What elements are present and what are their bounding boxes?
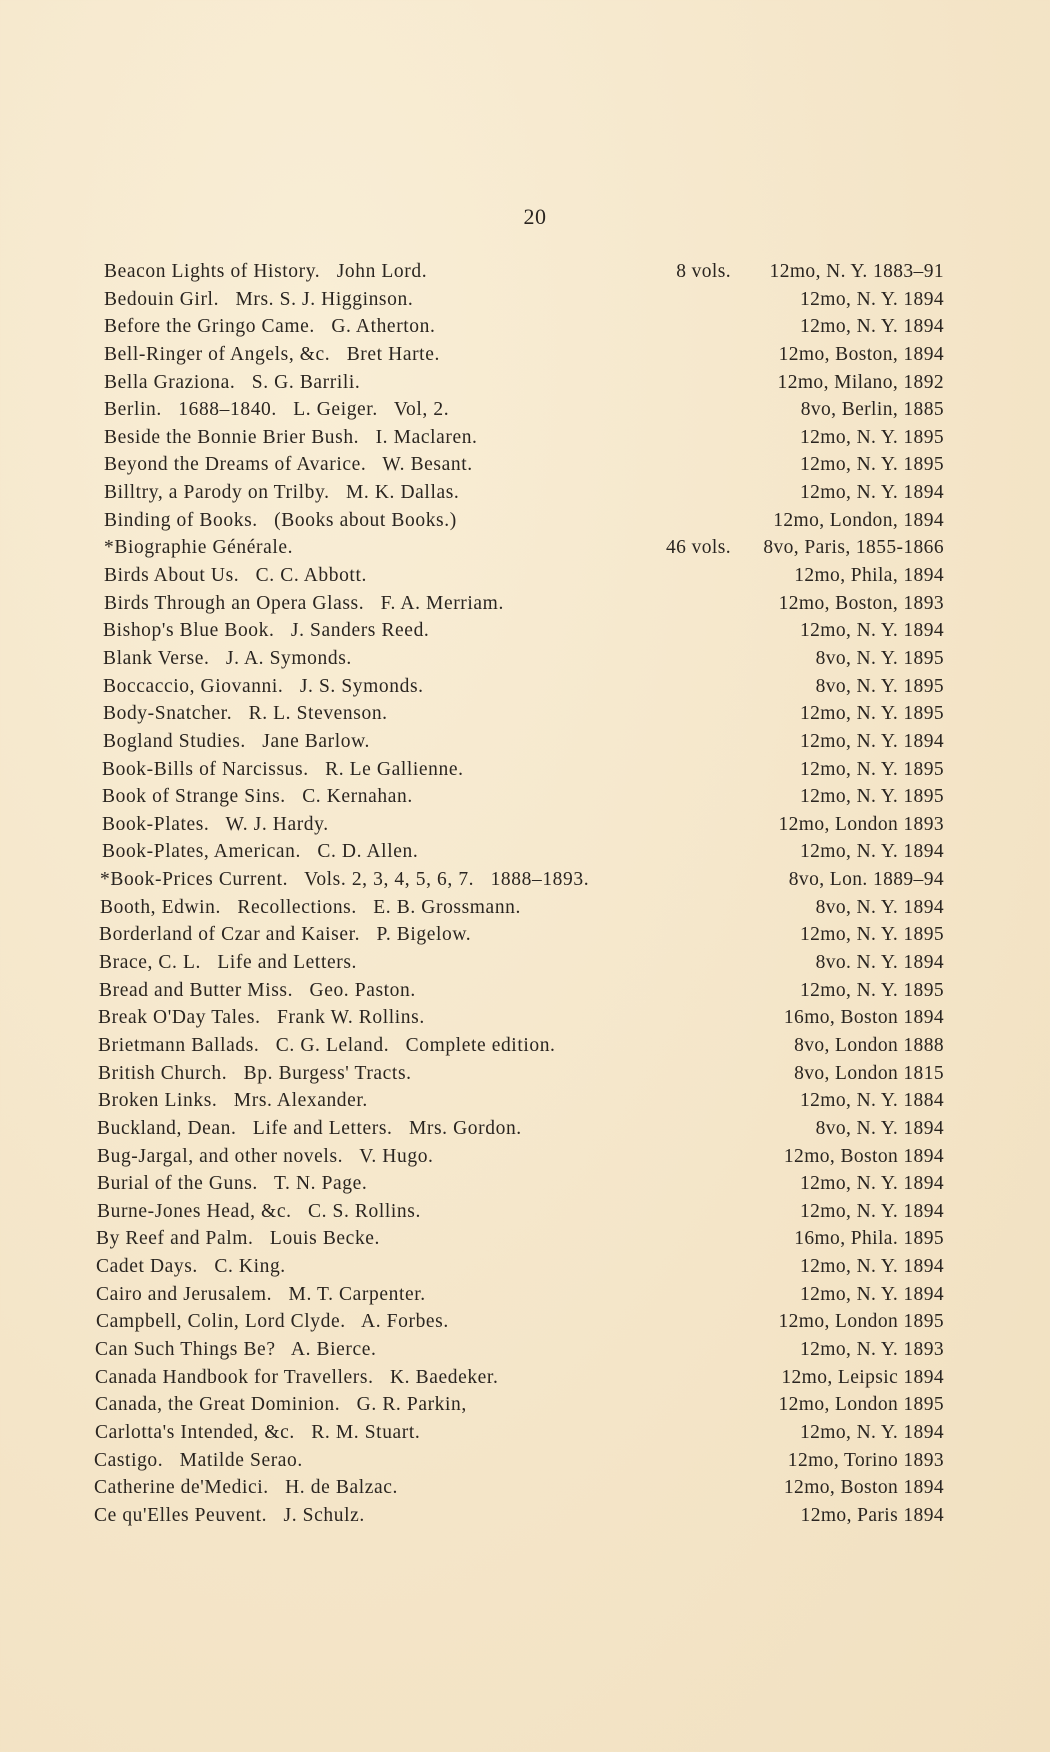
entry-title: Birds Through an Opera Glass. F. A. Merriam. (104, 592, 504, 614)
catalog-entry (94, 1474, 944, 1502)
catalog-entry (96, 1281, 944, 1309)
catalog-entry (104, 369, 944, 397)
entry-imprint: 12mo, N. Y. 1894 (800, 288, 944, 310)
catalog-entry (103, 645, 944, 673)
entry-imprint: 8vo. N. Y. 1894 (815, 952, 944, 974)
entry-title: Brace, C. L. Life and Letters. (99, 952, 357, 974)
catalog-entry (100, 866, 944, 894)
entry-imprint: 8vo, London 1888 (794, 1034, 944, 1056)
catalog-entry (95, 1391, 944, 1419)
catalog-entry (103, 728, 944, 756)
entry-imprint: 12mo, Leipsic 1894 (781, 1366, 944, 1388)
entry-title: Body-Snatcher. R. L. Stevenson. (103, 703, 388, 725)
entry-title: Bell-Ringer of Angels, &c. Bret Harte. (104, 343, 440, 365)
entry-imprint: 12mo, Paris 1894 (800, 1504, 944, 1526)
entry-imprint: 12mo, N. Y. 1894 (800, 1200, 944, 1222)
entry-imprint: 16mo, Boston 1894 (783, 1007, 944, 1029)
entry-title: Bishop's Blue Book. J. Sanders Reed. (103, 620, 430, 642)
entry-title: Birds About Us. C. C. Abbott. (104, 565, 367, 587)
page-number: 20 (523, 204, 547, 229)
entry-imprint: 12mo, N. Y. 1895 (800, 924, 944, 946)
entry-title: Blank Verse. J. A. Symonds. (103, 647, 352, 669)
catalog-entry (104, 286, 944, 314)
entry-title: Book of Strange Sins. C. Kernahan. (102, 786, 413, 808)
entry-imprint: 12mo, Milano, 1892 (777, 371, 944, 393)
entry-title: Campbell, Colin, Lord Clyde. A. Forbes. (96, 1311, 449, 1333)
entry-imprint: 12mo, N. Y. 1894 (800, 841, 944, 863)
entry-title: Canada Handbook for Travellers. K. Baedeker. (95, 1366, 499, 1388)
entry-title: Billtry, a Parody on Trilby. M. K. Dallas. (104, 482, 460, 504)
entry-title: Bella Graziona. S. G. Barrili. (104, 371, 361, 393)
entry-title: Burne-Jones Head, &c. C. S. Rollins. (97, 1200, 421, 1222)
entry-title: Cairo and Jerusalem. M. T. Carpenter. (96, 1283, 426, 1305)
catalog-list (94, 258, 944, 1529)
entry-imprint: 12mo, N. Y. 1895 (800, 786, 944, 808)
entry-title: Borderland of Czar and Kaiser. P. Bigelow. (99, 924, 472, 946)
entry-imprint: 12mo, London, 1894 (773, 509, 944, 531)
entry-title: Canada, the Great Dominion. G. R. Parkin, (95, 1394, 467, 1416)
entry-title: Broken Links. Mrs. Alexander. (98, 1090, 368, 1112)
catalog-entry (97, 1198, 944, 1226)
catalog-entry (104, 562, 944, 590)
catalog-entry (98, 1004, 944, 1032)
catalog-entry (103, 673, 944, 701)
entry-title: Booth, Edwin. Recollections. E. B. Grossmann. (100, 896, 521, 918)
entry-imprint: 12mo, N. Y. 1895 (800, 426, 944, 448)
catalog-entry (103, 617, 944, 645)
entry-imprint: 12mo, N. Y. 1894 (800, 316, 944, 338)
catalog-entry (104, 258, 944, 286)
entry-imprint: 12mo, Boston 1894 (783, 1145, 944, 1167)
entry-imprint: 12mo, N. Y. 1894 (800, 620, 944, 642)
entry-title: *Book-Prices Current. Vols. 2, 3, 4, 5, 6, 7. 1888–1893. (100, 869, 590, 891)
entry-imprint: 12mo, N. Y. 1895 (800, 703, 944, 725)
entry-imprint: 12mo, N. Y. 1895 (800, 979, 944, 1001)
entry-title: Binding of Books. (Books about Books.) (104, 509, 457, 531)
entry-title: *Biographie Générale. (104, 537, 294, 559)
catalog-entry (104, 534, 944, 562)
entry-imprint: 16mo, Phila. 1895 (794, 1228, 944, 1250)
entry-imprint: 12mo, N. Y. 1884 (800, 1090, 944, 1112)
catalog-entry (104, 590, 944, 618)
entry-imprint: 12mo, London 1895 (778, 1311, 944, 1333)
catalog-entry (104, 396, 944, 424)
entry-imprint: 12mo, N. Y. 1894 (800, 1421, 944, 1443)
entry-volumes: 46 vols. (666, 537, 731, 559)
entry-title: Bogland Studies. Jane Barlow. (103, 730, 371, 752)
catalog-entry (98, 1060, 944, 1088)
catalog-entry (94, 1447, 944, 1475)
catalog-entry (102, 838, 944, 866)
catalog-entry (95, 1336, 944, 1364)
entry-imprint: 12mo, London 1893 (778, 813, 944, 835)
catalog-entry (104, 424, 944, 452)
catalog-entry (97, 1143, 944, 1171)
entry-title: Book-Plates. W. J. Hardy. (102, 813, 329, 835)
entry-title: Carlotta's Intended, &c. R. M. Stuart. (95, 1421, 421, 1443)
entry-title: British Church. Bp. Burgess' Tracts. (98, 1062, 412, 1084)
catalog-entry (104, 313, 944, 341)
entry-volumes: 8 vols. (676, 261, 731, 282)
entry-imprint: 12mo, N. Y. 1894 (800, 1283, 944, 1305)
entry-imprint: 8vo, N. Y. 1895 (815, 675, 944, 697)
entry-title: Cadet Days. C. King. (96, 1256, 286, 1278)
catalog-entry (99, 949, 944, 977)
entry-imprint: 12mo, Boston, 1894 (778, 343, 944, 365)
catalog-entry (99, 977, 944, 1005)
entry-imprint: 8vo, London 1815 (794, 1062, 944, 1084)
entry-title: Bedouin Girl. Mrs. S. J. Higginson. (104, 288, 414, 310)
entry-imprint: 12mo, N. Y. 1893 (800, 1338, 944, 1360)
entry-imprint: 12mo, Boston 1894 (783, 1477, 944, 1499)
entry-imprint: 8vo, N. Y. 1895 (815, 647, 944, 669)
catalog-entry (96, 1308, 944, 1336)
entry-title: Beside the Bonnie Brier Bush. I. Maclaren. (104, 426, 478, 448)
catalog-entry (97, 1115, 944, 1143)
entry-title: Can Such Things Be? A. Bierce. (95, 1338, 377, 1360)
catalog-entry (100, 894, 944, 922)
entry-imprint: 8vo, N. Y. 1894 (815, 1117, 944, 1139)
entry-imprint: 8vo, Berlin, 1885 (800, 399, 944, 421)
entry-title: By Reef and Palm. Louis Becke. (96, 1228, 381, 1250)
entry-imprint: 12mo, N. Y. 1895 (800, 758, 944, 780)
catalog-entry (103, 700, 944, 728)
entry-title: Bug-Jargal, and other novels. V. Hugo. (97, 1145, 434, 1167)
entry-title: Break O'Day Tales. Frank W. Rollins. (98, 1007, 425, 1029)
entry-title: Book-Bills of Narcissus. R. Le Gallienne. (102, 758, 464, 780)
entry-imprint: 8vo, Paris, 1855-1866 (763, 537, 944, 559)
entry-imprint: 12mo, N. Y. 1883–91 (769, 261, 944, 282)
entry-imprint: 12mo, Boston, 1893 (778, 592, 944, 614)
entry-title: Brietmann Ballads. C. G. Leland. Complete edition. (98, 1034, 556, 1056)
entry-title: Beyond the Dreams of Avarice. W. Besant. (104, 454, 473, 476)
entry-title: Book-Plates, American. C. D. Allen. (102, 841, 419, 863)
catalog-entry (102, 811, 944, 839)
entry-imprint: 12mo, Phila, 1894 (794, 565, 944, 587)
entry-title: Buckland, Dean. Life and Letters. Mrs. Gordon. (97, 1117, 522, 1139)
catalog-entry (95, 1419, 944, 1447)
entry-title: Boccaccio, Giovanni. J. S. Symonds. (103, 675, 424, 697)
entry-title: Ce qu'Elles Peuvent. J. Schulz. (94, 1504, 365, 1526)
entry-title: Burial of the Guns. T. N. Page. (97, 1173, 368, 1195)
catalog-entry (99, 921, 944, 949)
entry-imprint: 12mo, N. Y. 1894 (800, 1173, 944, 1195)
catalog-entry (96, 1253, 944, 1281)
entry-imprint: 12mo, London 1895 (778, 1394, 944, 1416)
entry-title: Beacon Lights of History. John Lord. (104, 261, 428, 282)
entry-imprint: 12mo, N. Y. 1894 (800, 482, 944, 504)
entry-imprint: 8vo, N. Y. 1894 (815, 896, 944, 918)
catalog-entry (104, 451, 944, 479)
entry-title: Bread and Butter Miss. Geo. Paston. (99, 979, 416, 1001)
catalog-entry (102, 756, 944, 784)
entry-imprint: 12mo, N. Y. 1894 (800, 730, 944, 752)
catalog-entry (98, 1032, 944, 1060)
catalog-entry (104, 479, 944, 507)
entry-imprint: 12mo, N. Y. 1895 (800, 454, 944, 476)
entry-imprint: 12mo, Torino 1893 (787, 1449, 944, 1471)
catalog-entry (95, 1364, 944, 1392)
entry-title: Catherine de'Medici. H. de Balzac. (94, 1477, 398, 1499)
entry-title: Before the Gringo Came. G. Atherton. (104, 316, 436, 338)
entry-imprint: 8vo, Lon. 1889–94 (788, 869, 944, 891)
catalog-entry (102, 783, 944, 811)
catalog-entry (96, 1225, 944, 1253)
entry-title: Castigo. Matilde Serao. (94, 1449, 303, 1471)
catalog-entry (98, 1087, 944, 1115)
catalog-entry (97, 1170, 944, 1198)
catalog-entry (94, 1502, 944, 1530)
catalog-entry (104, 341, 944, 369)
entry-imprint: 12mo, N. Y. 1894 (800, 1256, 944, 1278)
catalog-entry (104, 507, 944, 535)
entry-title: Berlin. 1688–1840. L. Geiger. Vol, 2. (104, 399, 450, 421)
